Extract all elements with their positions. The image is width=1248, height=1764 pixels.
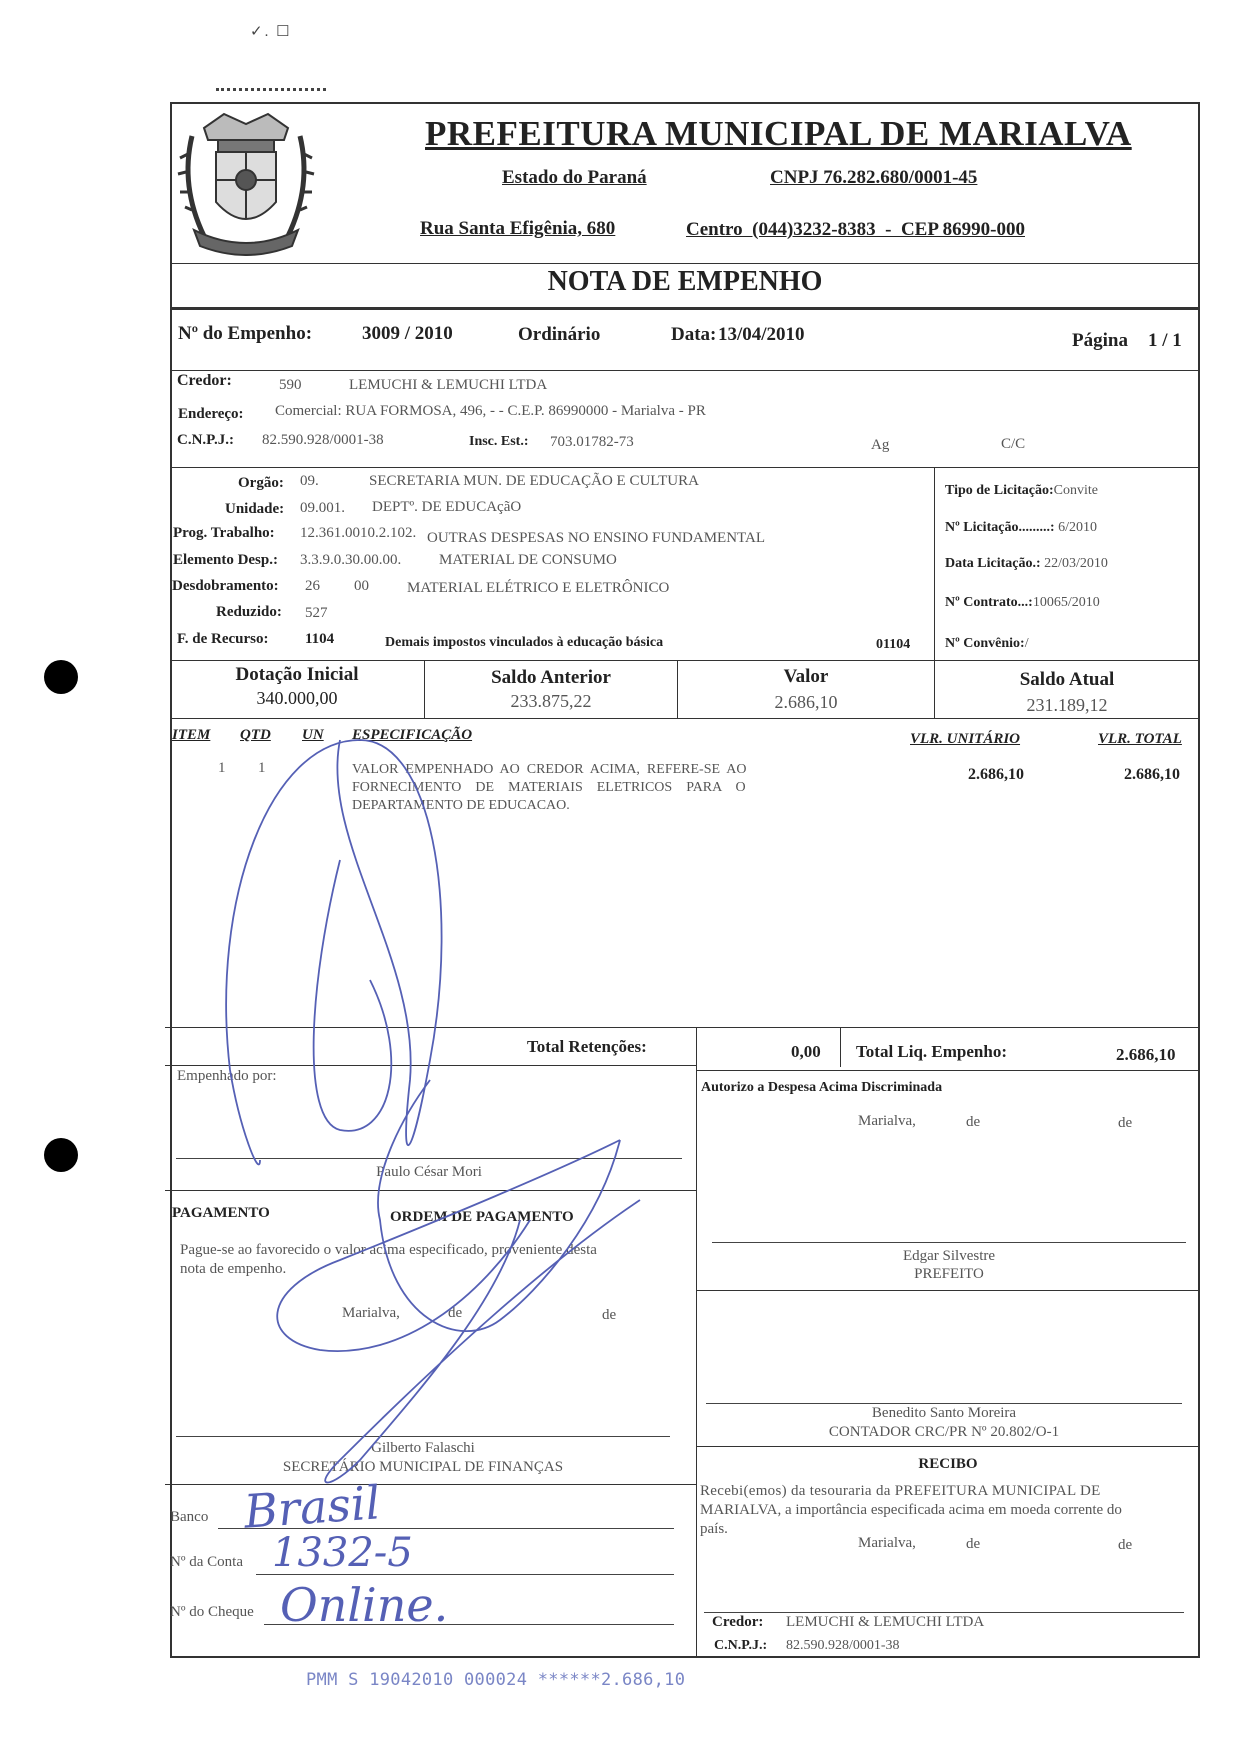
orgao-desc: SECRETARIA MUN. DE EDUCAÇÃO E CULTURA — [369, 473, 699, 489]
signature-scribble-icon — [200, 700, 700, 1500]
punch-hole — [44, 1138, 78, 1172]
banco-label: Banco — [170, 1509, 209, 1525]
desd-code2: 00 — [354, 578, 369, 594]
elem-desc: MATERIAL DE CONSUMO — [439, 552, 617, 568]
recibo-credor: LEMUCHI & LEMUCHI LTDA — [786, 1614, 985, 1630]
contador-name: Benedito Santo Moreira — [871, 1405, 1017, 1421]
valor-value: 2.686,10 — [774, 692, 838, 712]
empenho-type: Ordinário — [518, 324, 601, 345]
total-liq-value: 2.686,10 — [1116, 1045, 1176, 1064]
autorizo-de: de — [966, 1114, 981, 1130]
recibo-cnpj-label: C.N.P.J.: — [714, 1638, 768, 1653]
unidade-label: Unidade: — [225, 501, 285, 517]
prog-label: Prog. Trabalho: — [173, 525, 275, 541]
desd-desc: MATERIAL ELÉTRICO E ELETRÔNICO — [407, 580, 670, 596]
convenio-value: / — [1024, 636, 1029, 651]
row-total-value: 2.686,10 — [1124, 766, 1180, 783]
convenio-label — [945, 636, 1029, 652]
address-field-label: Endereço: — [178, 406, 244, 422]
credor-name: LEMUCHI & LEMUCHI LTDA — [349, 377, 548, 393]
tipo-licitacao-label — [945, 483, 1098, 499]
ag-label: Ag — [871, 437, 890, 453]
col-espec-header: ESPECIFICAÇÃO — [352, 727, 473, 743]
row-item: 1 — [218, 760, 226, 776]
elem-code: 3.3.9.0.30.00.00. — [300, 552, 402, 568]
punch-hole — [44, 660, 78, 694]
cheque-label: Nº do Cheque — [170, 1604, 254, 1620]
saldo-atual-label: Saldo Atual — [1019, 669, 1115, 690]
recibo-text: país. — [700, 1521, 728, 1537]
recibo-de: de — [966, 1536, 981, 1552]
data-licitacao-value: 22/03/2010 — [1044, 556, 1108, 571]
recibo-place: Marialva, — [858, 1535, 916, 1551]
address-label: Rua Santa Efigênia, 680 — [420, 218, 616, 239]
col-item-header: ITEM — [172, 727, 211, 743]
insc-label: Insc. Est.: — [469, 434, 529, 449]
empenhado-name: Paulo César Mori — [376, 1164, 482, 1180]
row-desc-line: FORNECIMENTO DE MATERIAIS ELETRICOS PARA O — [352, 780, 746, 795]
dotacao-label: Dotação Inicial — [235, 664, 359, 685]
state-label: Estado do Paraná — [502, 167, 647, 188]
empenho-number-label: Nº do Empenho: — [178, 323, 313, 344]
recurso-label: F. de Recurso: — [177, 631, 269, 647]
elem-label: Elemento Desp.: — [173, 552, 278, 568]
pagamento-label: PAGAMENTO — [172, 1205, 270, 1221]
insc-value: 703.01782-73 — [550, 434, 634, 450]
recibo-cnpj: 82.590.928/0001-38 — [786, 1638, 900, 1653]
recibo-de: de — [1118, 1537, 1133, 1553]
dotacao-value: 340.000,00 — [256, 688, 338, 708]
reduzido-value: 527 — [305, 605, 328, 621]
empenho-number: 3009 / 2010 — [362, 323, 453, 344]
tipo-licitacao-value: Convite — [1053, 483, 1098, 498]
page-value: 1 / 1 — [1148, 330, 1182, 351]
tipo-licitacao-key: Tipo de Licitação: — [945, 483, 1054, 498]
cheque-handwriting: Online. — [280, 1578, 449, 1632]
row-unit-value: 2.686,10 — [968, 766, 1024, 783]
orgao-code: 09. — [300, 473, 319, 489]
num-licitacao-label — [945, 520, 1097, 536]
contrato-label — [945, 595, 1100, 611]
autorizo-label: Autorizo a Despesa Acima Discriminada — [701, 1080, 943, 1095]
scan-mark: ✓. ☐ — [250, 24, 292, 40]
saldo-anterior-value: 233.875,22 — [510, 691, 592, 711]
page-label: Página — [1072, 330, 1128, 351]
total-retencoes-label: Total Retenções: — [527, 1037, 647, 1056]
prog-desc: OUTRAS DESPESAS NO ENSINO FUNDAMENTAL — [427, 530, 765, 546]
num-licitacao-key: Nº Licitação.........: — [945, 520, 1055, 535]
row-qtd: 1 — [258, 760, 266, 776]
num-licitacao-value: 6/2010 — [1058, 520, 1097, 535]
recibo-label: RECIBO — [918, 1456, 978, 1472]
data-licitacao-key: Data Licitação.: — [945, 556, 1041, 571]
recibo-text: Recebi(emos) da tesouraria da PREFEITURA MUNICIPAL DE — [700, 1483, 1101, 1499]
data-licitacao-label — [945, 556, 1108, 572]
contact-label: Centro (044)3232-8383 - CEP 86990-000 — [686, 219, 1025, 240]
autorizo-role: PREFEITO — [914, 1266, 984, 1282]
pagamento-text: nota de empenho. — [180, 1261, 287, 1277]
convenio-key: Nº Convênio: — [945, 636, 1025, 651]
desd-code1: 26 — [305, 578, 320, 594]
conta-label: Nº da Conta — [170, 1554, 243, 1570]
date-value: 13/04/2010 — [718, 324, 805, 345]
banco-handwriting: Brasil — [242, 1475, 382, 1539]
pagamento-role: SECRETÁRIO MUNICIPAL DE FINANÇAS — [282, 1459, 564, 1475]
contrato-value: 10065/2010 — [1032, 595, 1100, 610]
ordem-pagamento-label: ORDEM DE PAGAMENTO — [390, 1209, 574, 1225]
prog-code: 12.361.0010.2.102. — [300, 525, 417, 541]
unidade-code: 09.001. — [300, 500, 345, 516]
scan-dots — [216, 88, 326, 91]
page-title: PREFEITURA MUNICIPAL DE MARIALVA — [425, 114, 1132, 153]
orgao-label: Orgão: — [238, 475, 284, 491]
credor-address: Comercial: RUA FORMOSA, 496, - - C.E.P. 86990000 - Marialva - PR — [275, 403, 706, 419]
autorizo-de: de — [1118, 1115, 1133, 1131]
desd-label: Desdobramento: — [172, 578, 279, 594]
contador-role: CONTADOR CRC/PR Nº 20.802/O-1 — [828, 1424, 1060, 1440]
unidade-desc: DEPTº. DE EDUCAçãO — [372, 499, 522, 515]
saldo-atual-value: 231.189,12 — [1026, 695, 1108, 715]
conta-handwriting: 1332-5 — [272, 1530, 413, 1576]
pagamento-de: de — [602, 1307, 617, 1323]
recurso-num: 01104 — [876, 637, 911, 652]
doc-title: NOTA DE EMPENHO — [547, 266, 823, 297]
col-unit-header: VLR. UNITÁRIO — [910, 731, 1021, 747]
cnpj-field-label: C.N.P.J.: — [177, 432, 234, 448]
coat-of-arms-icon — [174, 106, 318, 256]
reduzido-label: Reduzido: — [216, 604, 282, 620]
col-total-header: VLR. TOTAL — [1098, 731, 1182, 747]
recurso-code: 1104 — [305, 631, 335, 647]
row-desc-line: DEPARTAMENTO DE EDUCACAO. — [352, 798, 570, 813]
cnpj-label: CNPJ 76.282.680/0001-45 — [770, 167, 978, 188]
credor-code: 590 — [279, 377, 302, 393]
cc-label: C/C — [1001, 436, 1026, 452]
total-retencoes-value: 0,00 — [791, 1042, 821, 1061]
pagamento-text: Pague-se ao favorecido o valor acima especificado, proveniente desta — [180, 1242, 597, 1258]
empenhado-label: Empenhado por: — [177, 1068, 277, 1084]
total-liq-label: Total Liq. Empenho: — [856, 1042, 1007, 1061]
recibo-credor-label: Credor: — [712, 1614, 764, 1630]
valor-label: Valor — [783, 666, 829, 687]
pagamento-name: Gilberto Falaschi — [371, 1440, 475, 1456]
recibo-text: MARIALVA, a importância especificada acima em moeda corrente do — [700, 1502, 1122, 1518]
stamp-text: PMM S 19042010 000024 ******2.686,10 — [306, 1670, 686, 1690]
autorizo-name: Edgar Silvestre — [902, 1248, 996, 1264]
date-label: Data: — [671, 324, 717, 345]
autorizo-place: Marialva, — [858, 1113, 916, 1129]
col-qtd-header: QTD — [240, 727, 271, 743]
saldo-anterior-label: Saldo Anterior — [491, 667, 611, 688]
pagamento-place: Marialva, — [342, 1305, 400, 1321]
recurso-desc: Demais impostos vinculados à educação básica — [385, 635, 664, 650]
credor-label: Credor: — [177, 372, 232, 389]
col-un-header: UN — [302, 727, 324, 743]
contrato-key: Nº Contrato...: — [945, 595, 1033, 610]
pagamento-de: de — [448, 1305, 463, 1321]
row-desc-line: VALOR EMPENHADO AO CREDOR ACIMA, REFERE-SE AO — [352, 762, 747, 777]
credor-cnpj: 82.590.928/0001-38 — [262, 432, 384, 448]
